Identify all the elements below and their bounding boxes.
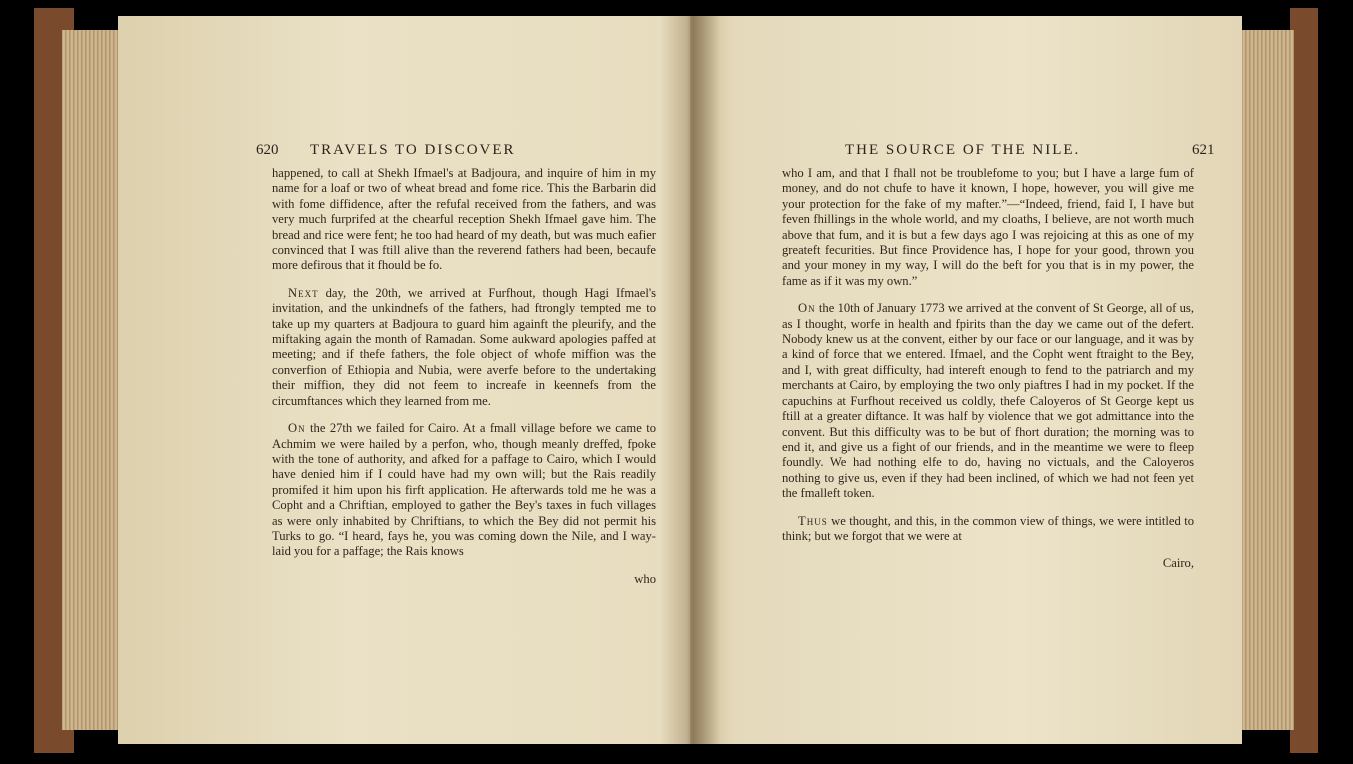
paragraph xyxy=(782,514,1194,545)
running-head: TRAVELS TO DISCOVER xyxy=(310,142,516,158)
paragraph-text: day, the 20th, we arrived at Furfhout, though Hagi Ifmael's invitation, and the unkindnefs of the fathers, had ftrongly tempted me to take up my quarters at Badjoura to guard him againft the pleurify, and the miftaking again the month of Ramadan. Some aukward apologies paffed at meeting; and if thefe fathers, the fole object of whofe miffion was the converfion of Ethiopia and Nubia, were averfe before to the undertaking their miffion, they did not feem to increafe in keennefs from the circumftances which they learned from me. xyxy=(272,285,656,408)
paragraph-text: the 10th of January 1773 we arrived at the convent of St George, all of us, as I thought, worfe in health and fpirits than the day we came out of the defert. Nobody knew us at the convent, either by our face or our language, and it was by a kind of force that we entered. Ifmael, and the Copht went ftraight to the Bey, and I, with great difficulty, had intereft enough to fend to the patriarch and my merchants at Cairo, by employing the two only piaftres I had in my pocket. If the capuchins at Furfhout received us coldly, thefe Caloyeros of St George kept us ftill at a greater diftance. It was half by violence that we got admittance into the convent. But this difficulty was to be but of fhort duration; the morning was to end it, and give us a fight of our friends, and in the meantime we were to fleep foundly. We had nothing elfe to do, having no victuals, and the Caloyeros nothing to give us, even if they had been inclined, of which we had not feen yet the fmalleft token. xyxy=(782,301,1194,501)
paragraph xyxy=(782,166,1194,289)
right-page xyxy=(690,16,1242,744)
running-head: THE SOURCE OF THE NILE. xyxy=(845,142,1081,158)
left-page xyxy=(118,16,690,744)
paragraph-text: we thought, and this, in the common view of things, we were intitled to think; but we forgot that we were at xyxy=(782,513,1194,543)
paragraph-lead: On xyxy=(798,301,816,316)
paragraph xyxy=(272,166,656,274)
page-number: 620 xyxy=(256,142,279,158)
page-body xyxy=(782,166,1194,572)
page-number: 621 xyxy=(1192,142,1215,158)
page-edges-right xyxy=(1238,30,1294,730)
paragraph-text: happened, to call at Shekh Ifmael's at Badjoura, and inquire of him in my name for a loaf or two of wheat bread and fome rice. This the Barbarin did with fome diffidence, after the refufal received from the fathers, and was very much furprifed at the chearful reception Shekh Ifmael gave him. The bread and rice were fent; he too had heard of my death, but was much eafier convinced that I was ftill alive than the reverend fathers had been, becaufe more defirous that it fhould be fo. xyxy=(272,166,656,273)
paragraph xyxy=(782,301,1194,501)
paragraph xyxy=(272,286,656,409)
catchword: Cairo, xyxy=(1162,556,1194,571)
book-gutter xyxy=(660,16,720,744)
page-body xyxy=(272,166,656,587)
paragraph-text: the 27th we failed for Cairo. At a fmall village before we came to Achmim we were hailed by a perfon, who, though meanly dreffed, fpoke with the tone of authority, and afked for a paffage to Cairo, which I would have denied him if I could have had my own will; but the Rais readily promifed it him upon his firft application. He afterwards told me he was a Copht and a Chriftian, employed to gather the Bey's taxes in fuch villages as were only inhabited by Chriftians, to which the Bey did not permit his Turks to go. “I heard, fays he, you was coming down the Nile, and I way-laid you for a paffage; the Rais knows xyxy=(272,421,656,559)
paragraph-lead: Thus xyxy=(798,513,828,528)
paragraph xyxy=(272,421,656,560)
book-cover-right xyxy=(1290,8,1318,753)
catchword: who xyxy=(634,571,656,586)
paragraph-text: who I am, and that I fhall not be troublefome to you; but I have a large fum of money, and do not chufe to have it known, I hope, however, you will give me your protection for the fake of my mafter.”—“Indeed, friend, faid I, I have but feven fhillings in the whole world, and my cloaths, I believe, are not worth much above that fum, and it is but a few days ago I was rejoicing at this as one of my greateft fecurities. But fince Providence has, I hope for your good, thrown you and your money in my way, I will do the beft for you that is in my power, the fame as if it was my own.” xyxy=(782,166,1194,288)
page-edges-left xyxy=(62,30,122,730)
paragraph-lead: On xyxy=(288,421,306,436)
paragraph-lead: Next xyxy=(288,285,319,300)
